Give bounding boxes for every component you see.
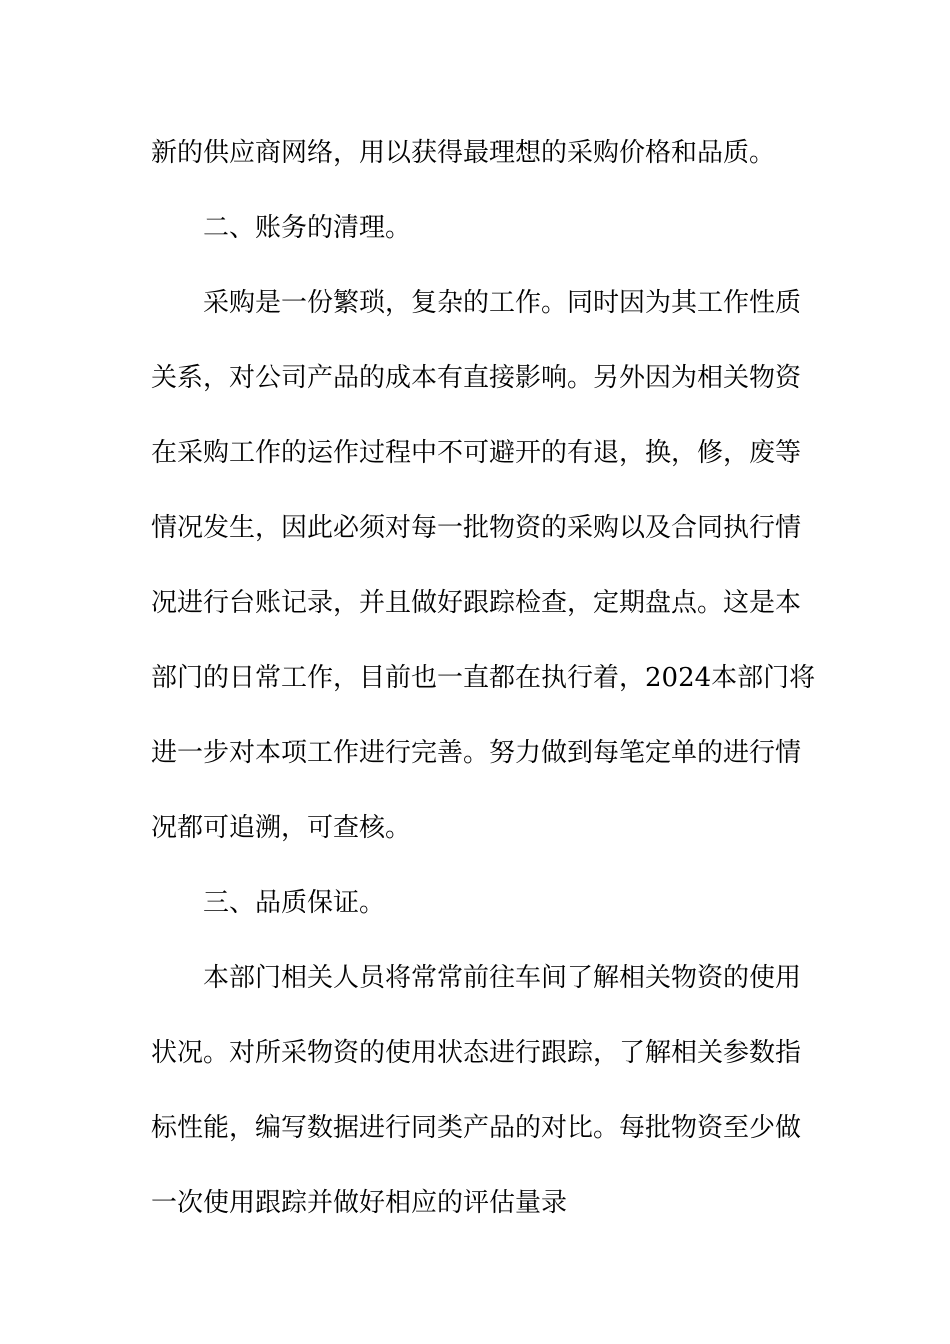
paragraph-line: 状况。对所采物资的使用状态进行跟踪，了解相关参数指 — [151, 1038, 802, 1068]
section-heading: 三、品质保证。 — [203, 888, 386, 918]
paragraph-line: 在采购工作的运作过程中不可避开的有退，换，修，废等 — [151, 438, 802, 468]
paragraph-line: 进一步对本项工作进行完善。努力做到每笔定单的进行情 — [151, 738, 802, 768]
paragraph-line: 本部门相关人员将常常前往车间了解相关物资的使用 — [203, 963, 802, 993]
document-body — [151, 127, 816, 1252]
paragraph-line: 新的供应商网络，用以获得最理想的采购价格和品质。 — [151, 138, 776, 168]
paragraph-line: 标性能，编写数据进行同类产品的对比。每批物资至少做 — [151, 1113, 802, 1143]
paragraph-line: 一次使用跟踪并做好相应的评估量录 — [151, 1188, 568, 1218]
section-heading: 二、账务的清理。 — [203, 213, 412, 243]
paragraph-line: 关系，对公司产品的成本有直接影响。另外因为相关物资 — [151, 363, 802, 393]
paragraph-line: 况进行台账记录，并且做好跟踪检查，定期盘点。这是本 — [151, 588, 802, 618]
paragraph-line: 部门的日常工作，目前也一直都在执行着，2024本部门将 — [151, 663, 816, 693]
paragraph-line: 情况发生，因此必须对每一批物资的采购以及合同执行情 — [151, 513, 802, 543]
paragraph-line: 采购是一份繁琐，复杂的工作。同时因为其工作性质 — [203, 288, 802, 318]
paragraph-line: 况都可追溯，可查核。 — [151, 813, 412, 843]
